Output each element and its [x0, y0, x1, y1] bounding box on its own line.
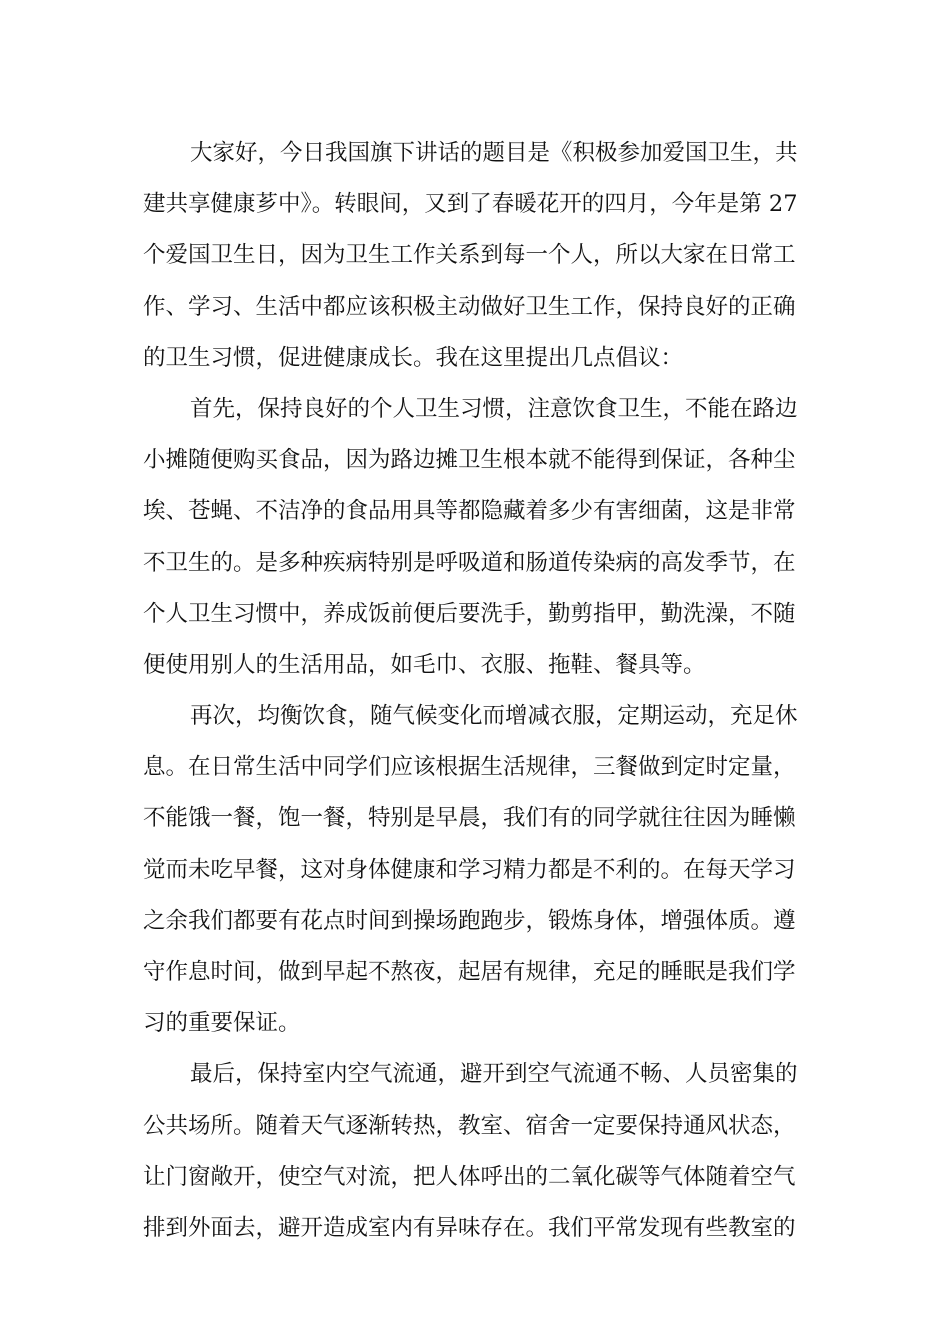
paragraph-3-line-7: 习的重要保证。	[143, 1010, 301, 1037]
paragraph-3-line-1: 再次，均衡饮食，随气候变化而增减衣服，定期运动，充足休	[190, 703, 798, 730]
paragraph-2-line-3: 埃、苍蝇、不洁净的食品用具等都隐藏着多少有害细菌，这是非常	[143, 498, 796, 525]
paragraph-1-line-5: 的卫生习惯，促进健康成长。我在这里提出几点倡议：	[143, 344, 684, 371]
paragraph-4-line-2: 公共场所。随着天气逐渐转热，教室、宿舍一定要保持通风状态，	[143, 1112, 796, 1139]
paragraph-3-line-4: 觉而未吃早餐，这对身体健康和学习精力都是不利的。在每天学习	[143, 856, 796, 883]
paragraph-1-line-4: 作、学习、生活中都应该积极主动做好卫生工作，保持良好的正确	[143, 293, 796, 320]
paragraph-3-line-2: 息。在日常生活中同学们应该根据生活规律，三餐做到定时定量，	[143, 754, 796, 781]
paragraph-2-line-5: 个人卫生习惯中，养成饭前便后要洗手，勤剪指甲，勤洗澡，不随	[143, 600, 796, 627]
paragraph-4-line-4: 排到外面去，避开造成室内有异味存在。我们平常发现有些教室的	[143, 1214, 796, 1241]
paragraph-2-line-6: 便使用别人的生活用品，如毛巾、衣服、拖鞋、餐具等。	[143, 651, 706, 678]
paragraph-3-line-5: 之余我们都要有花点时间到操场跑跑步，锻炼身体，增强体质。遵	[143, 907, 796, 934]
paragraph-3-line-6: 守作息时间，做到早起不熬夜，起居有规律，充足的睡眠是我们学	[143, 959, 796, 985]
paragraph-2-line-4: 不卫生的。是多种疾病特别是呼吸道和肠道传染病的高发季节，在	[143, 549, 796, 576]
paragraph-3-line-3: 不能饿一餐，饱一餐，特别是早晨，我们有的同学就往往因为睡懒	[143, 805, 796, 832]
paragraph-1-line-2: 建共享健康芗中》。转眼间，又到了春暖花开的四月，今年是第 27	[143, 191, 798, 218]
paragraph-1-line-3: 个爱国卫生日，因为卫生工作关系到每一个人，所以大家在日常工	[143, 242, 796, 269]
paragraph-4-line-1: 最后，保持室内空气流通，避开到空气流通不畅、人员密集的	[190, 1061, 798, 1088]
paragraph-1-line-1: 大家好，今日我国旗下讲话的题目是《积极参加爱国卫生，共	[190, 140, 798, 166]
paragraph-4-line-3: 让门窗敞开，使空气对流，把人体呼出的二氧化碳等气体随着空气	[143, 1163, 796, 1190]
paragraph-2-line-1: 首先，保持良好的个人卫生习惯，注意饮食卫生，不能在路边	[190, 395, 798, 422]
document-body	[143, 128, 808, 1254]
paragraph-2-line-2: 小摊随便购买食品，因为路边摊卫生根本就不能得到保证，各种尘	[143, 447, 796, 474]
